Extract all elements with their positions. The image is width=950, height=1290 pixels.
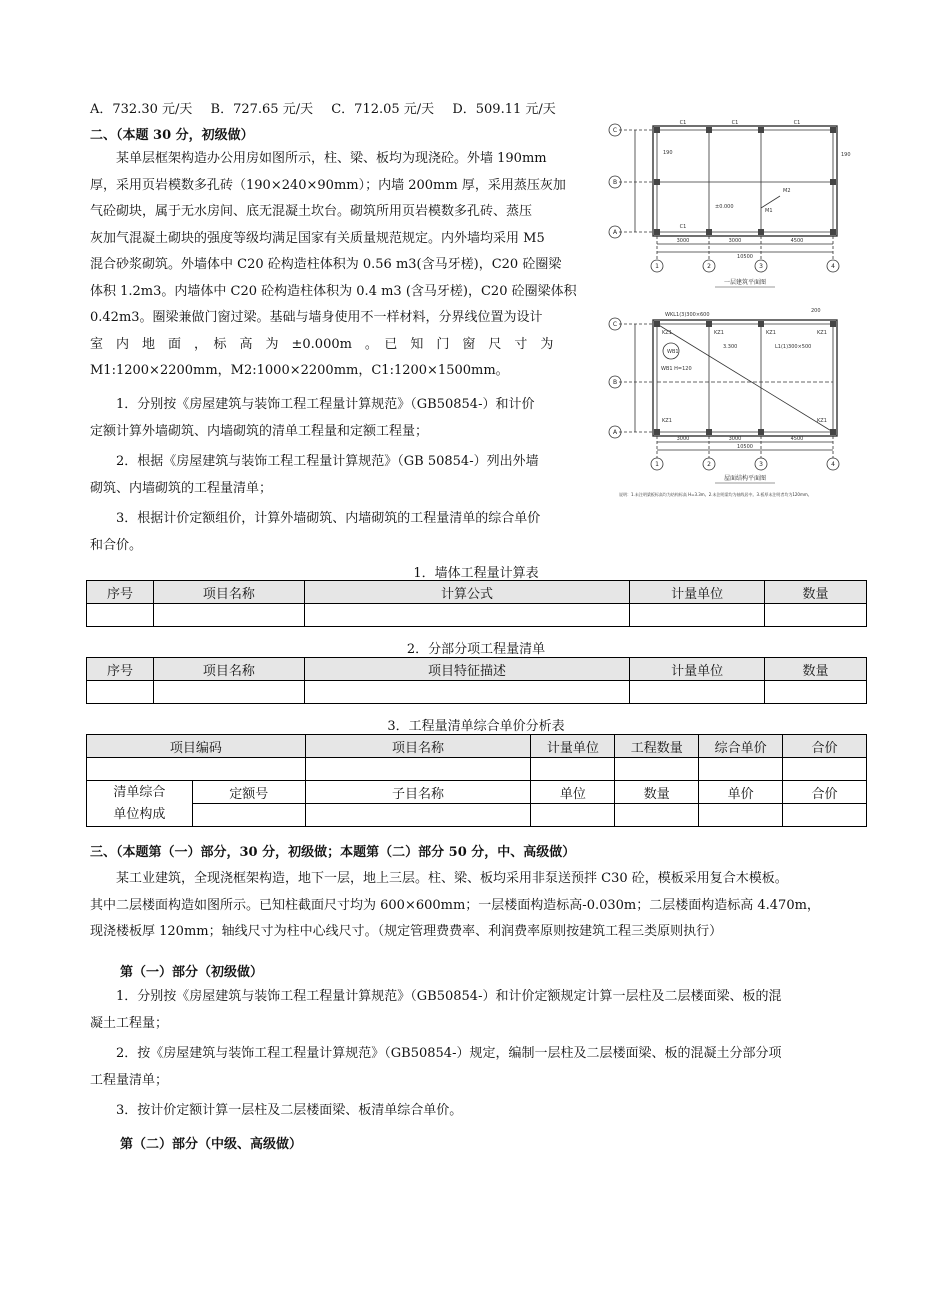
header-cell: 序号 (87, 658, 154, 681)
option-a: A．732.30 元/天 (90, 102, 193, 117)
plan-label: C1 (679, 120, 687, 126)
table-cell[interactable] (87, 604, 154, 627)
table-cell[interactable] (305, 758, 531, 781)
header-cell: 计算公式 (304, 581, 630, 604)
axis-label: B (612, 179, 618, 186)
table-row (87, 681, 867, 704)
q3-para-line: 某工业建筑，全现浇框架构造，地下一层，地上三层。柱、梁、板均采用非泵送预拌 C30 砼，模板采用复合木模板。 (116, 871, 788, 886)
plan-label: 190 (841, 152, 851, 158)
figure-note: 说明：1.未注明梁板标高均为结构标高 H=3.3m。2.未注明梁均为轴线居中。3.板厚未注明者均为120mm。 (619, 492, 812, 497)
axis-label: C (612, 127, 618, 134)
header-cell: 工程数量 (615, 735, 699, 758)
unit-price-analysis-table (86, 734, 867, 827)
subheader-cell: 合价 (783, 781, 867, 804)
plan-label: 200 (811, 308, 821, 314)
q2-heading: 二、（本题 30 分，初级做） (90, 128, 254, 143)
subheader-cell: 单价 (699, 781, 783, 804)
plan-label: WB1 H=120 (661, 366, 692, 372)
table-cell[interactable] (615, 804, 699, 827)
table-cell[interactable] (192, 804, 305, 827)
part1-item2-line: 2．按《房屋建筑与装饰工程工程量计算规范》（GB50854-）规定，编制一层柱及二层楼面梁、板的混凝土分部分项 (116, 1046, 782, 1061)
option-c: C．712.05 元/天 (331, 102, 435, 117)
header-cell: 计量单位 (630, 658, 765, 681)
q2-para-line: 气砼砌块，属于无水房间、底无混凝土坎台。砌筑所用页岩模数多孔砖、蒸压 (90, 204, 533, 219)
part1-item2-line: 工程量清单； (90, 1072, 169, 1088)
header-cell: 项目特征描述 (304, 658, 630, 681)
part1-title: 第（一）部分（初级做） (120, 965, 264, 980)
plan-title: 一层建筑平面图 (723, 279, 767, 286)
table3-caption: 3．工程量清单综合单价分析表 (387, 719, 565, 734)
part1-item1-line: 1．分别按《房屋建筑与装饰工程工程量计算规范》（GB50854-）和计价定额规定计算一层柱及二层楼面梁、板的混 (116, 989, 782, 1004)
part1-items (90, 984, 860, 1125)
dim-label: 3000 (728, 436, 742, 442)
q2-para-line: 灰加气混凝土砌块的强度等级均满足国家有关质量规范规定。内外墙均采用 M5 (90, 230, 545, 246)
plan-label: C1 (731, 120, 739, 126)
q3-para-line: 现浇楼板厚 120mm；轴线尺寸为柱中心线尺寸。（规定管理费费率、利润费率原则按建筑工程三类原则执行） (90, 924, 723, 939)
plan-label: ±0.000 (715, 204, 734, 210)
plan-label: KZ1 (817, 330, 827, 336)
table-row (87, 604, 867, 627)
table-cell[interactable] (87, 681, 154, 704)
plan-label: KZ1 (662, 418, 672, 424)
header-cell: 数量 (765, 581, 867, 604)
axis-label: 2 (707, 263, 711, 270)
plan-label: L1(1)300×500 (775, 344, 812, 350)
q2-para-line: 厚，采用页岩模数多孔砖（190×240×90mm）；内墙 200mm 厚，采用蒸压灰加 (90, 177, 566, 193)
bill-of-quantities-table (86, 657, 867, 704)
q2-para-line: 某单层框架构造办公用房如图所示，柱、梁、板均为现浇砼。外墙 190mm (116, 151, 547, 166)
table-cell[interactable] (765, 681, 867, 704)
header-cell: 数量 (765, 658, 867, 681)
plan-title: 屋面结构平面图 (723, 475, 767, 482)
option-d: D．509.11 元/天 (452, 102, 556, 117)
header-cell: 项目名称 (153, 581, 304, 604)
table-cell[interactable] (699, 758, 783, 781)
subheader-cell: 定额号 (192, 781, 305, 804)
header-cell: 合价 (783, 735, 867, 758)
table-cell[interactable] (783, 758, 867, 781)
q2-para-line: 体积 1.2m3。内墙体中 C20 砼构造柱体积为 0.4 m3 (含马牙槎)，C20 砼圈梁体积 (90, 283, 577, 299)
q2-task3-line: 3．根据计价定额组价，计算外墙砌筑、内墙砌筑的工程量清单的综合单价 (116, 511, 541, 526)
plan-label: KZ1 (766, 330, 776, 336)
table2-caption: 2．分部分项工程量清单 (406, 642, 546, 657)
table-subheader-row (87, 781, 867, 804)
plan-label: C1 (793, 120, 801, 126)
table-cell[interactable] (765, 604, 867, 627)
table-cell[interactable] (304, 604, 630, 627)
q2-para-line: 室 内 地 面 ， 标 高 为 ±0.000m 。 已 知 门 窗 尺 寸 为 (90, 336, 554, 352)
table-cell[interactable] (153, 604, 304, 627)
dim-label: 10500 (737, 254, 753, 260)
axis-label: B (612, 379, 618, 386)
part2-title: 第（二）部分（中级、高级做） (120, 1137, 303, 1152)
axis-label: C (612, 321, 618, 328)
q2-task1-line: 1．分别按《房屋建筑与装饰工程工程量计算规范》（GB50854-）和计价 (116, 397, 535, 412)
table-cell[interactable] (630, 604, 765, 627)
axis-label: 3 (759, 461, 763, 468)
axis-label: 2 (707, 461, 711, 468)
part1-item3-line: 3．按计价定额计算一层柱及二层楼面梁、板清单综合单价。 (116, 1103, 463, 1118)
option-b: B．727.65 元/天 (210, 102, 314, 117)
q2-para-line: 0.42m3。圈梁兼做门窗过梁。基础与墙身使用不一样材料，分界线位置为设计 (90, 310, 543, 325)
composition-label: 清单综合 (113, 784, 166, 800)
axis-label: 1 (655, 461, 659, 468)
header-cell: 项目名称 (305, 735, 531, 758)
q2-task2-line: 砌筑、内墙砌筑的工程量清单； (90, 480, 273, 496)
axis-label: 3 (759, 263, 763, 270)
plan-label: KZ1 (817, 418, 827, 424)
axis-label: A (612, 229, 618, 236)
plan-label: WKL1(3)300×600 (665, 312, 710, 318)
table-cell[interactable] (87, 758, 306, 781)
plan-label: M1 (765, 208, 773, 214)
part1-item1-line: 凝土工程量； (90, 1015, 169, 1031)
q3-para-line: 其中二层楼面构造如图所示。已知柱截面尺寸均为 600×600mm；一层楼面构造标高-0.030m；二层楼面构造标高 4.470m， (90, 897, 820, 913)
table1-caption: 1．墙体工程量计算表 (413, 566, 539, 581)
dim-label: 3000 (728, 238, 742, 244)
header-cell: 项目编码 (87, 735, 306, 758)
axis-label: 4 (831, 263, 835, 270)
plan-label: KZ1 (662, 330, 672, 336)
header-cell: 计量单位 (531, 735, 615, 758)
q2-para-line: M1:1200×2200mm，M2:1000×2200mm，C1:1200×1500mm。 (90, 363, 509, 378)
plan-label: KZ1 (714, 330, 724, 336)
plan-label: C1 (679, 224, 687, 230)
subheader-cell: 子目名称 (305, 781, 531, 804)
dim-label: 10500 (737, 444, 753, 450)
q2-tasks (90, 392, 590, 559)
table-cell[interactable] (783, 804, 867, 827)
composition-label: 单位构成 (113, 806, 166, 822)
subheader-cell: 单位 (531, 781, 615, 804)
plan-label: 190 (663, 150, 673, 156)
axis-label: 1 (655, 263, 659, 270)
table-cell[interactable] (531, 758, 615, 781)
table-cell[interactable] (304, 681, 630, 704)
axis-label: 4 (831, 461, 835, 468)
dim-label: 4500 (790, 436, 804, 442)
header-cell: 综合单价 (699, 735, 783, 758)
q2-paragraph (90, 146, 590, 385)
table-cell[interactable] (615, 758, 699, 781)
header-cell: 计量单位 (630, 581, 765, 604)
wall-quantity-table (86, 580, 867, 627)
table-cell[interactable] (305, 804, 531, 827)
plan-label: M2 (783, 188, 791, 194)
table-cell[interactable] (531, 804, 615, 827)
header-cell: 序号 (87, 581, 154, 604)
dim-label: 3000 (676, 436, 690, 442)
table-row (87, 804, 867, 827)
table-header-row (87, 658, 867, 681)
q2-task2-line: 2．根据《房屋建筑与装饰工程工程量计算规范》（GB 50854-）列出外墙 (116, 454, 539, 469)
table-header-row (87, 735, 867, 758)
plan-label: WB1 (667, 349, 679, 355)
table-cell[interactable] (699, 804, 783, 827)
table-header-row (87, 581, 867, 604)
table-cell[interactable] (153, 681, 304, 704)
subheader-cell: 数量 (615, 781, 699, 804)
floor-plan-figure (605, 108, 867, 503)
q3-heading: 三、（本题第（一）部分，30 分，初级做；本题第（二）部分 50 分，中、高级做） (90, 845, 576, 860)
header-cell: 项目名称 (153, 658, 304, 681)
q2-task3-line: 和合价。 (90, 537, 143, 553)
option-row (90, 98, 556, 117)
dim-label: 3000 (676, 238, 690, 244)
q2-task1-line: 定额计算外墙砌筑、内墙砌筑的清单工程量和定额工程量； (90, 423, 429, 439)
q3-paragraph (90, 866, 860, 946)
table-cell[interactable] (630, 681, 765, 704)
axis-label: A (612, 429, 618, 436)
plan-label: 3.300 (723, 344, 738, 350)
table-row (87, 758, 867, 781)
q2-para-line: 混合砂浆砌筑。外墙体中 C20 砼构造柱体积为 0.56 m3(含马牙槎)，C20 砼圈梁 (90, 257, 562, 272)
composition-label-cell (87, 781, 193, 827)
dim-label: 4500 (790, 238, 804, 244)
